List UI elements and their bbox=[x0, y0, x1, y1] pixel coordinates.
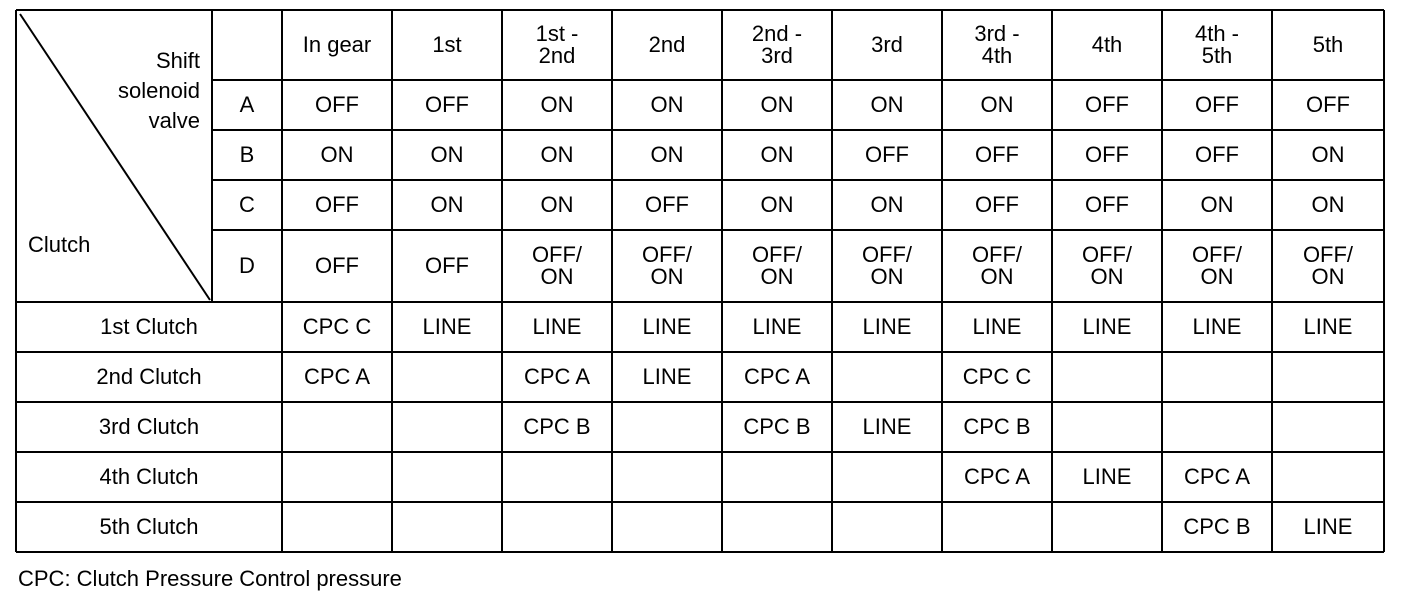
clutch-value: CPC A bbox=[303, 364, 371, 389]
solenoid-value: OFF/ ON bbox=[1081, 242, 1133, 289]
solenoid-value: OFF bbox=[1195, 92, 1239, 117]
solenoid-value: OFF bbox=[425, 253, 469, 278]
solenoid-value: OFF/ ON bbox=[1302, 242, 1354, 289]
solenoid-value: OFF/ ON bbox=[861, 242, 913, 289]
column-header: 1st - 2nd bbox=[535, 21, 579, 68]
column-header: 3rd - 4th bbox=[974, 21, 1020, 68]
clutch-value: CPC B bbox=[743, 414, 811, 439]
clutch-value bbox=[832, 502, 942, 552]
clutch-value bbox=[282, 502, 392, 552]
clutch-value bbox=[1052, 502, 1162, 552]
solenoid-value: OFF bbox=[1085, 192, 1129, 217]
solenoid-value: ON bbox=[430, 142, 464, 167]
solenoid-value: OFF bbox=[975, 192, 1019, 217]
corner-top-label: Shift solenoid valve bbox=[118, 48, 200, 133]
solenoid-value: OFF bbox=[315, 253, 359, 278]
clutch-value: LINE bbox=[1192, 314, 1242, 339]
solenoid-value: ON bbox=[1311, 142, 1345, 167]
solenoid-value: ON bbox=[320, 142, 354, 167]
solenoid-value: ON bbox=[540, 92, 574, 117]
clutch-value bbox=[502, 502, 612, 552]
solenoid-value: ON bbox=[760, 92, 794, 117]
clutch-label: 4th Clutch bbox=[99, 464, 199, 489]
solenoid-label: B bbox=[239, 142, 255, 167]
clutch-value: LINE bbox=[862, 314, 912, 339]
column-header: 4th bbox=[1091, 32, 1123, 57]
corner-bottom-label: Clutch bbox=[28, 232, 91, 257]
clutch-value bbox=[1272, 402, 1384, 452]
solenoid-label: C bbox=[239, 192, 255, 217]
clutch-value: CPC A bbox=[523, 364, 591, 389]
clutch-value bbox=[1052, 352, 1162, 402]
clutch-value bbox=[282, 402, 392, 452]
solenoid-value: ON bbox=[650, 92, 684, 117]
solenoid-value: OFF bbox=[315, 192, 359, 217]
column-header: 3rd bbox=[871, 32, 903, 57]
clutch-value bbox=[392, 402, 502, 452]
clutch-value: LINE bbox=[642, 314, 692, 339]
solenoid-value: ON bbox=[870, 92, 904, 117]
solenoid-value: OFF bbox=[315, 92, 359, 117]
column-header: 2nd bbox=[648, 32, 686, 57]
solenoid-value: OFF/ ON bbox=[531, 242, 583, 289]
clutch-value: LINE bbox=[1082, 314, 1132, 339]
clutch-value: CPC A bbox=[743, 364, 811, 389]
solenoid-value: OFF/ ON bbox=[1191, 242, 1243, 289]
solenoid-value: OFF bbox=[1195, 142, 1239, 167]
solenoid-value: OFF bbox=[645, 192, 689, 217]
solenoid-value: OFF bbox=[975, 142, 1019, 167]
clutch-value bbox=[612, 402, 722, 452]
clutch-value bbox=[832, 452, 942, 502]
solenoid-value: OFF/ ON bbox=[971, 242, 1023, 289]
clutch-value bbox=[832, 352, 942, 402]
clutch-label: 3rd Clutch bbox=[98, 414, 200, 439]
clutch-value bbox=[392, 452, 502, 502]
clutch-value: LINE bbox=[752, 314, 802, 339]
clutch-value bbox=[282, 452, 392, 502]
clutch-value: CPC B bbox=[523, 414, 591, 439]
clutch-value: CPC A bbox=[1183, 464, 1251, 489]
column-header: 1st bbox=[432, 32, 462, 57]
clutch-value bbox=[612, 452, 722, 502]
clutch-value: LINE bbox=[972, 314, 1022, 339]
solenoid-value: ON bbox=[430, 192, 464, 217]
solenoid-label: A bbox=[239, 92, 255, 117]
clutch-label: 2nd Clutch bbox=[96, 364, 202, 389]
clutch-value: CPC B bbox=[963, 414, 1031, 439]
solenoid-value: ON bbox=[540, 142, 574, 167]
footnote: CPC: Clutch Pressure Control pressure bbox=[18, 566, 402, 591]
solenoid-value: OFF/ ON bbox=[641, 242, 693, 289]
clutch-value: LINE bbox=[1303, 314, 1353, 339]
solenoid-value: OFF bbox=[1306, 92, 1350, 117]
clutch-value: LINE bbox=[862, 414, 912, 439]
clutch-value bbox=[1272, 452, 1384, 502]
clutch-value bbox=[722, 502, 832, 552]
solenoid-value: OFF/ ON bbox=[751, 242, 803, 289]
clutch-value bbox=[1162, 352, 1272, 402]
clutch-value: LINE bbox=[532, 314, 582, 339]
column-header: 5th bbox=[1312, 32, 1344, 57]
solenoid-value: OFF bbox=[1085, 142, 1129, 167]
column-header: In gear bbox=[302, 32, 372, 57]
solenoid-value: ON bbox=[540, 192, 574, 217]
clutch-value: LINE bbox=[1303, 514, 1353, 539]
clutch-value bbox=[612, 502, 722, 552]
clutch-value: CPC C bbox=[302, 314, 372, 339]
solenoid-value: ON bbox=[870, 192, 904, 217]
clutch-value bbox=[1162, 402, 1272, 452]
clutch-label: 5th Clutch bbox=[99, 514, 199, 539]
clutch-value bbox=[392, 352, 502, 402]
solenoid-value: ON bbox=[650, 142, 684, 167]
solenoid-value: OFF bbox=[1085, 92, 1129, 117]
solenoid-value: ON bbox=[760, 142, 794, 167]
solenoid-value: OFF bbox=[425, 92, 469, 117]
solenoid-value: ON bbox=[1200, 192, 1234, 217]
clutch-value bbox=[502, 452, 612, 502]
column-header: 2nd - 3rd bbox=[751, 21, 803, 68]
clutch-value bbox=[942, 502, 1052, 552]
solenoid-value: OFF bbox=[865, 142, 909, 167]
clutch-value: CPC A bbox=[963, 464, 1031, 489]
solenoid-value: ON bbox=[980, 92, 1014, 117]
clutch-value: LINE bbox=[422, 314, 472, 339]
column-header: 4th - 5th bbox=[1194, 21, 1240, 68]
clutch-value: CPC B bbox=[1183, 514, 1251, 539]
solenoid-value: ON bbox=[1311, 192, 1345, 217]
clutch-value: LINE bbox=[1082, 464, 1132, 489]
clutch-value bbox=[722, 452, 832, 502]
clutch-label: 1st Clutch bbox=[100, 314, 198, 339]
clutch-value bbox=[1052, 402, 1162, 452]
clutch-value: LINE bbox=[642, 364, 692, 389]
solenoid-label: D bbox=[239, 253, 255, 278]
solenoid-value: ON bbox=[760, 192, 794, 217]
clutch-value: CPC C bbox=[962, 364, 1032, 389]
clutch-value bbox=[392, 502, 502, 552]
clutch-value bbox=[1272, 352, 1384, 402]
